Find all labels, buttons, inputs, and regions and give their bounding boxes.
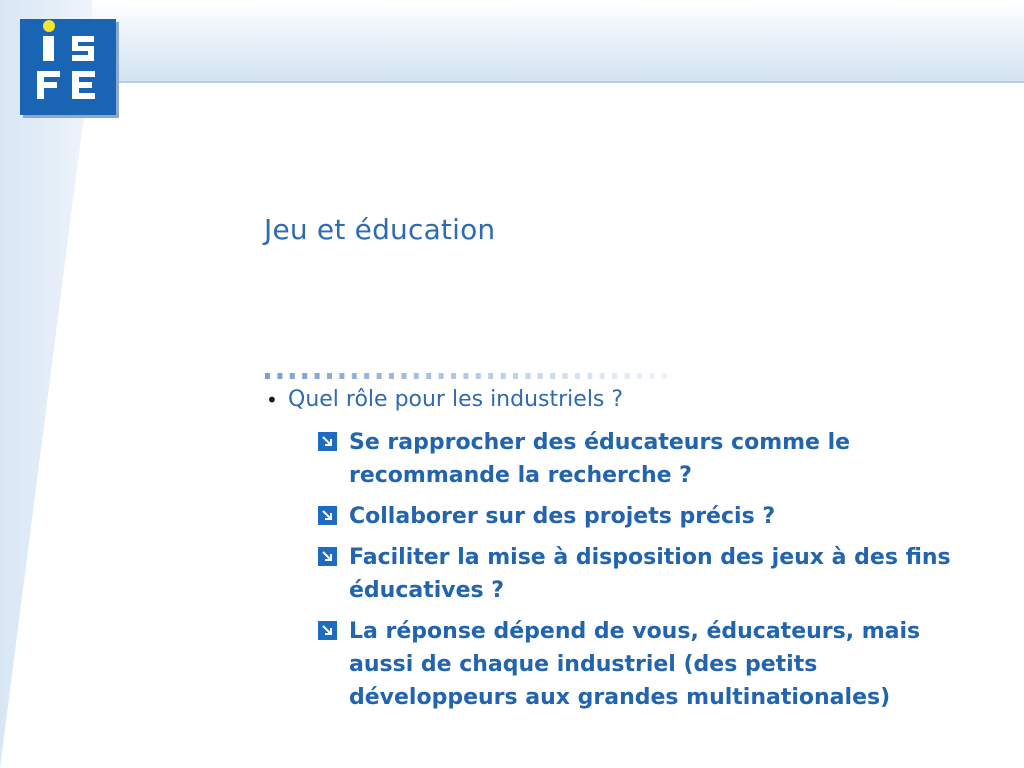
divider-dot bbox=[662, 373, 667, 379]
main-bullet bbox=[266, 386, 986, 414]
sub-list bbox=[318, 426, 986, 714]
divider-dot bbox=[451, 373, 456, 379]
dotted-divider bbox=[265, 364, 675, 370]
list-item-text: La réponse dépend de vous, éducateurs, mais aussi de chaque industriel (des petits développeurs aux grandes multinationales) bbox=[349, 619, 921, 710]
list-item bbox=[318, 500, 986, 533]
divider-dot bbox=[439, 373, 444, 379]
divider-dot bbox=[563, 373, 568, 379]
list-item bbox=[318, 426, 986, 492]
divider-dot bbox=[401, 373, 406, 379]
divider-dot bbox=[637, 373, 642, 379]
divider-dot bbox=[513, 373, 518, 379]
divider-dot bbox=[600, 373, 605, 379]
divider-dot bbox=[414, 373, 419, 379]
divider-dot bbox=[339, 373, 344, 379]
divider-dot bbox=[488, 373, 493, 379]
slide-content bbox=[266, 386, 986, 722]
divider-dot bbox=[612, 373, 617, 379]
divider-dot bbox=[525, 373, 530, 379]
divider-dot bbox=[625, 373, 630, 379]
main-bullet-text: Quel rôle pour les industriels ? bbox=[288, 387, 624, 412]
divider-dot bbox=[538, 373, 543, 379]
list-item-text: Faciliter la mise à disposition des jeux à des fins éducatives ? bbox=[349, 545, 951, 603]
divider-dot bbox=[501, 373, 506, 379]
divider-dot bbox=[649, 373, 654, 379]
divider-dot bbox=[377, 373, 382, 379]
divider-dot bbox=[587, 373, 592, 379]
divider-dot bbox=[389, 373, 394, 379]
divider-dot bbox=[290, 373, 295, 379]
divider-dot bbox=[426, 373, 431, 379]
divider-dot bbox=[265, 373, 270, 379]
list-item-text: Collaborer sur des projets précis ? bbox=[349, 504, 776, 529]
list-item-text: Se rapprocher des éducateurs comme le recommande la recherche ? bbox=[349, 430, 851, 488]
arrow-down-right-icon bbox=[318, 506, 337, 525]
divider-dot bbox=[352, 373, 357, 379]
divider-dot bbox=[315, 373, 320, 379]
list-item bbox=[318, 615, 986, 714]
divider-dot bbox=[277, 373, 282, 379]
divider-dot bbox=[550, 373, 555, 379]
arrow-down-right-icon bbox=[318, 432, 337, 451]
isfe-logo bbox=[20, 19, 116, 115]
divider-dot bbox=[302, 373, 307, 379]
divider-dot bbox=[476, 373, 481, 379]
arrow-down-right-icon bbox=[318, 547, 337, 566]
isfe-logo-mark bbox=[20, 19, 116, 115]
bullet-dot-icon: • bbox=[266, 388, 278, 412]
divider-dot bbox=[364, 373, 369, 379]
slide-title: Jeu et éducation bbox=[264, 213, 496, 246]
arrow-down-right-icon bbox=[318, 621, 337, 640]
divider-dot bbox=[575, 373, 580, 379]
divider-dot bbox=[463, 373, 468, 379]
divider-dot bbox=[327, 373, 332, 379]
list-item bbox=[318, 541, 986, 607]
